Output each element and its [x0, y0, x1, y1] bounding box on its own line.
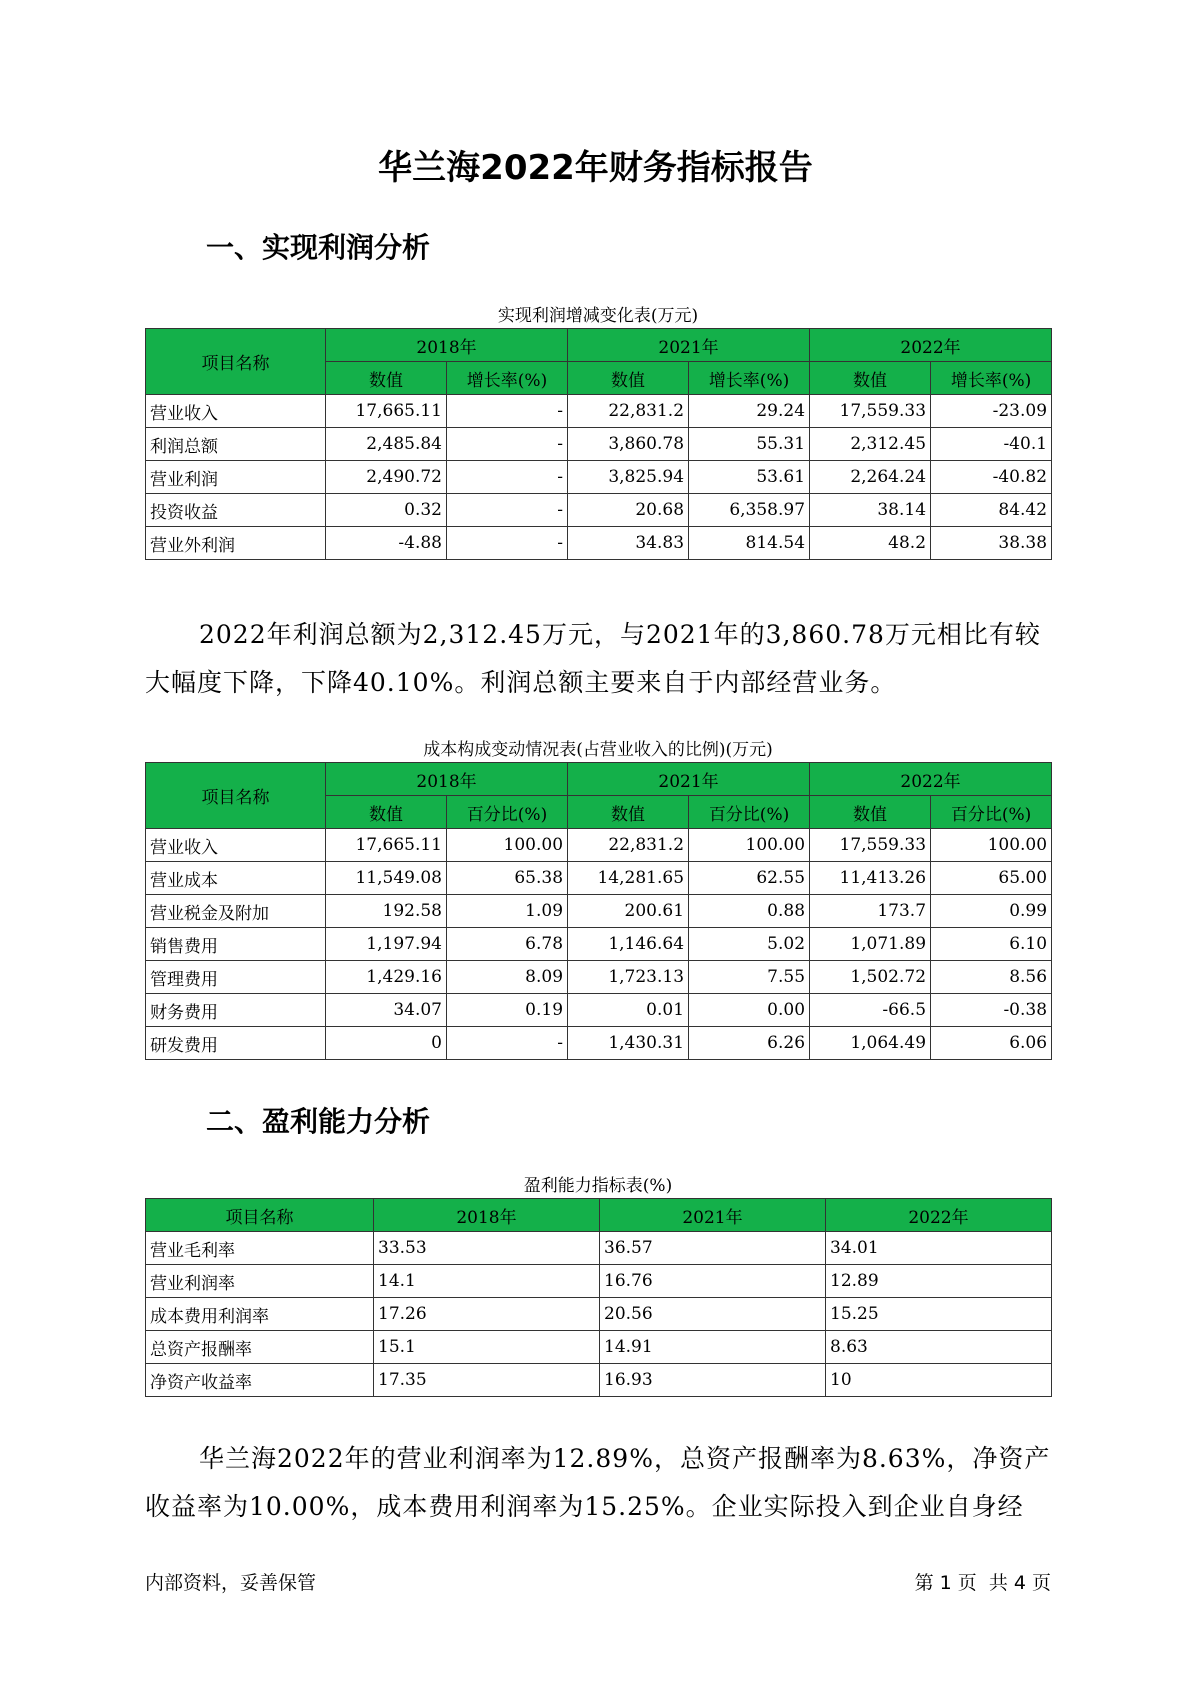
table-cell: 6,358.97 — [689, 494, 810, 527]
table-subheader: 百分比(%) — [931, 796, 1052, 829]
table-cell: 8.63 — [826, 1331, 1052, 1364]
footer-confidential: 内部资料，妥善保管 — [145, 1572, 317, 1594]
table-caption: 成本构成变动情况表(占营业收入的比例)(万元) — [423, 740, 773, 760]
row-label: 营业收入 — [146, 829, 326, 862]
cost-structure-table — [145, 762, 1052, 1060]
table-row — [146, 895, 1052, 928]
table-header-year: 2021年 — [600, 1199, 826, 1232]
table-cell: 17,559.33 — [810, 395, 931, 428]
table-row — [146, 994, 1052, 1027]
table-cell: 65.00 — [931, 862, 1052, 895]
table-cell: - — [447, 1027, 568, 1060]
table-cell: 6.78 — [447, 928, 568, 961]
row-label: 营业收入 — [146, 395, 326, 428]
table-cell: 2,264.24 — [810, 461, 931, 494]
table-body — [146, 1232, 1052, 1397]
table-cell: - — [447, 428, 568, 461]
table-header-year: 2022年 — [826, 1199, 1052, 1232]
table-row — [146, 961, 1052, 994]
table-cell: 29.24 — [689, 395, 810, 428]
table-header-year: 2022年 — [810, 329, 1052, 362]
table-subheader: 数值 — [326, 796, 447, 829]
table-cell: -4.88 — [326, 527, 447, 560]
table-row — [146, 1027, 1052, 1060]
table-cell: 17,665.11 — [326, 395, 447, 428]
table-cell: 55.31 — [689, 428, 810, 461]
table-cell: 14.91 — [600, 1331, 826, 1364]
table-cell: 20.56 — [600, 1298, 826, 1331]
row-label: 营业税金及附加 — [146, 895, 326, 928]
table-cell: 1,064.49 — [810, 1027, 931, 1060]
profitability-table — [145, 1198, 1052, 1397]
table-cell: 17.26 — [374, 1298, 600, 1331]
table-cell: 16.93 — [600, 1364, 826, 1397]
table-row — [146, 395, 1052, 428]
table-cell: 15.25 — [826, 1298, 1052, 1331]
table-header-item: 项目名称 — [146, 329, 326, 395]
row-label: 营业利润 — [146, 461, 326, 494]
table-subheader: 百分比(%) — [689, 796, 810, 829]
row-label: 总资产报酬率 — [146, 1331, 374, 1364]
table-cell: 10 — [826, 1364, 1052, 1397]
table-cell: 5.02 — [689, 928, 810, 961]
table-cell: 38.38 — [931, 527, 1052, 560]
table-header-item: 项目名称 — [146, 1199, 374, 1232]
table-cell: 33.53 — [374, 1232, 600, 1265]
table-cell: 1,146.64 — [568, 928, 689, 961]
profit-paragraph: 2022年利润总额为2,312.45万元，与2021年的3,860.78万元相比有较大幅度下降，下降40.10%。利润总额主要来自于内部经营业务。 — [145, 620, 1041, 697]
table-cell: 814.54 — [689, 527, 810, 560]
table-cell: 1,071.89 — [810, 928, 931, 961]
table-row — [146, 862, 1052, 895]
table-subheader: 数值 — [326, 362, 447, 395]
table-cell: 192.58 — [326, 895, 447, 928]
table-cell: 16.76 — [600, 1265, 826, 1298]
table-cell: 8.09 — [447, 961, 568, 994]
table-cell: 0.88 — [689, 895, 810, 928]
table-row — [146, 829, 1052, 862]
table-cell: 65.38 — [447, 862, 568, 895]
table-cell: 22,831.2 — [568, 829, 689, 862]
row-label: 营业成本 — [146, 862, 326, 895]
row-label: 成本费用利润率 — [146, 1298, 374, 1331]
table-cell: 48.2 — [810, 527, 931, 560]
table-cell: 0 — [326, 1027, 447, 1060]
row-label: 营业毛利率 — [146, 1232, 374, 1265]
section-heading-profit: 一、实现利润分析 — [206, 231, 431, 264]
table-cell: 1,430.31 — [568, 1027, 689, 1060]
table-cell: 2,485.84 — [326, 428, 447, 461]
table-cell: 1,723.13 — [568, 961, 689, 994]
table-row — [146, 1232, 1052, 1265]
table-cell: 34.01 — [826, 1232, 1052, 1265]
table-cell: -0.38 — [931, 994, 1052, 1027]
page-title: 华兰海2022年财务指标报告 — [378, 148, 813, 188]
table-cell: 17.35 — [374, 1364, 600, 1397]
row-label: 净资产收益率 — [146, 1364, 374, 1397]
row-label: 营业外利润 — [146, 527, 326, 560]
table-row — [146, 1331, 1052, 1364]
table-cell: 84.42 — [931, 494, 1052, 527]
table-cell: 0.19 — [447, 994, 568, 1027]
table-cell: 12.89 — [826, 1265, 1052, 1298]
table-header-year: 2018年 — [326, 329, 568, 362]
table-cell: 34.07 — [326, 994, 447, 1027]
table-subheader: 增长率(%) — [931, 362, 1052, 395]
table-cell: 14.1 — [374, 1265, 600, 1298]
table-cell: 1.09 — [447, 895, 568, 928]
table-cell: -40.1 — [931, 428, 1052, 461]
table-cell: 22,831.2 — [568, 395, 689, 428]
table-subheader: 增长率(%) — [447, 362, 568, 395]
table-cell: 53.61 — [689, 461, 810, 494]
table-subheader: 数值 — [568, 362, 689, 395]
row-label: 管理费用 — [146, 961, 326, 994]
table-cell: 6.06 — [931, 1027, 1052, 1060]
table-cell: 14,281.65 — [568, 862, 689, 895]
table-header-year: 2018年 — [374, 1199, 600, 1232]
table-row — [146, 1298, 1052, 1331]
table-cell: 3,825.94 — [568, 461, 689, 494]
table-cell: 0.01 — [568, 994, 689, 1027]
table-caption: 实现利润增减变化表(万元) — [497, 306, 699, 326]
table-cell: 1,429.16 — [326, 961, 447, 994]
table-subheader: 数值 — [568, 796, 689, 829]
table-cell: 1,502.72 — [810, 961, 931, 994]
profitability-paragraph: 华兰海2022年的营业利润率为12.89%，总资产报酬率为8.63%，净资产收益率为10.00%，成本费用利润率为15.25%。企业实际投入到企业自身经 — [145, 1444, 1051, 1521]
table-header-year: 2021年 — [568, 329, 810, 362]
table-cell: 173.7 — [810, 895, 931, 928]
table-cell: 17,665.11 — [326, 829, 447, 862]
row-label: 研发费用 — [146, 1027, 326, 1060]
table-header-year: 2022年 — [810, 763, 1052, 796]
table-row — [146, 461, 1052, 494]
profit-change-table — [145, 328, 1052, 560]
table-header-year: 2018年 — [326, 763, 568, 796]
table-row — [146, 494, 1052, 527]
table-cell: 0.00 — [689, 994, 810, 1027]
table-subheader: 数值 — [810, 362, 931, 395]
table-cell: 20.68 — [568, 494, 689, 527]
table-cell: 8.56 — [931, 961, 1052, 994]
table-row — [146, 1364, 1052, 1397]
row-label: 投资收益 — [146, 494, 326, 527]
table-header-year: 2021年 — [568, 763, 810, 796]
table-cell: 11,549.08 — [326, 862, 447, 895]
row-label: 营业利润率 — [146, 1265, 374, 1298]
table-cell: 7.55 — [689, 961, 810, 994]
table-cell: 2,490.72 — [326, 461, 447, 494]
table-cell: 1,197.94 — [326, 928, 447, 961]
table-cell: 0.99 — [931, 895, 1052, 928]
table-cell: -23.09 — [931, 395, 1052, 428]
table-cell: 100.00 — [689, 829, 810, 862]
table-cell: - — [447, 395, 568, 428]
table-body — [146, 829, 1052, 1060]
table-cell: 100.00 — [447, 829, 568, 862]
table-cell: 6.10 — [931, 928, 1052, 961]
table-row — [146, 928, 1052, 961]
table-header-item: 项目名称 — [146, 763, 326, 829]
table-subheader: 增长率(%) — [689, 362, 810, 395]
row-label: 财务费用 — [146, 994, 326, 1027]
table-cell: 11,413.26 — [810, 862, 931, 895]
row-label: 利润总额 — [146, 428, 326, 461]
table-cell: 38.14 — [810, 494, 931, 527]
table-cell: 36.57 — [600, 1232, 826, 1265]
footer-page-number: 第 1 页 共 4 页 — [914, 1572, 1051, 1594]
table-cell: 15.1 — [374, 1331, 600, 1364]
table-cell: - — [447, 494, 568, 527]
table-caption: 盈利能力指标表(%) — [523, 1176, 673, 1196]
table-subheader: 数值 — [810, 796, 931, 829]
table-cell: - — [447, 461, 568, 494]
table-row — [146, 428, 1052, 461]
table-cell: -40.82 — [931, 461, 1052, 494]
table-row — [146, 527, 1052, 560]
table-cell: 34.83 — [568, 527, 689, 560]
table-cell: 17,559.33 — [810, 829, 931, 862]
section-heading-profitability: 二、盈利能力分析 — [206, 1105, 431, 1138]
table-cell: 0.32 — [326, 494, 447, 527]
table-cell: 62.55 — [689, 862, 810, 895]
table-cell: - — [447, 527, 568, 560]
table-cell: 3,860.78 — [568, 428, 689, 461]
table-cell: -66.5 — [810, 994, 931, 1027]
table-cell: 200.61 — [568, 895, 689, 928]
table-body — [146, 395, 1052, 560]
table-cell: 2,312.45 — [810, 428, 931, 461]
table-cell: 100.00 — [931, 829, 1052, 862]
table-cell: 6.26 — [689, 1027, 810, 1060]
table-subheader: 百分比(%) — [447, 796, 568, 829]
table-row — [146, 1265, 1052, 1298]
row-label: 销售费用 — [146, 928, 326, 961]
